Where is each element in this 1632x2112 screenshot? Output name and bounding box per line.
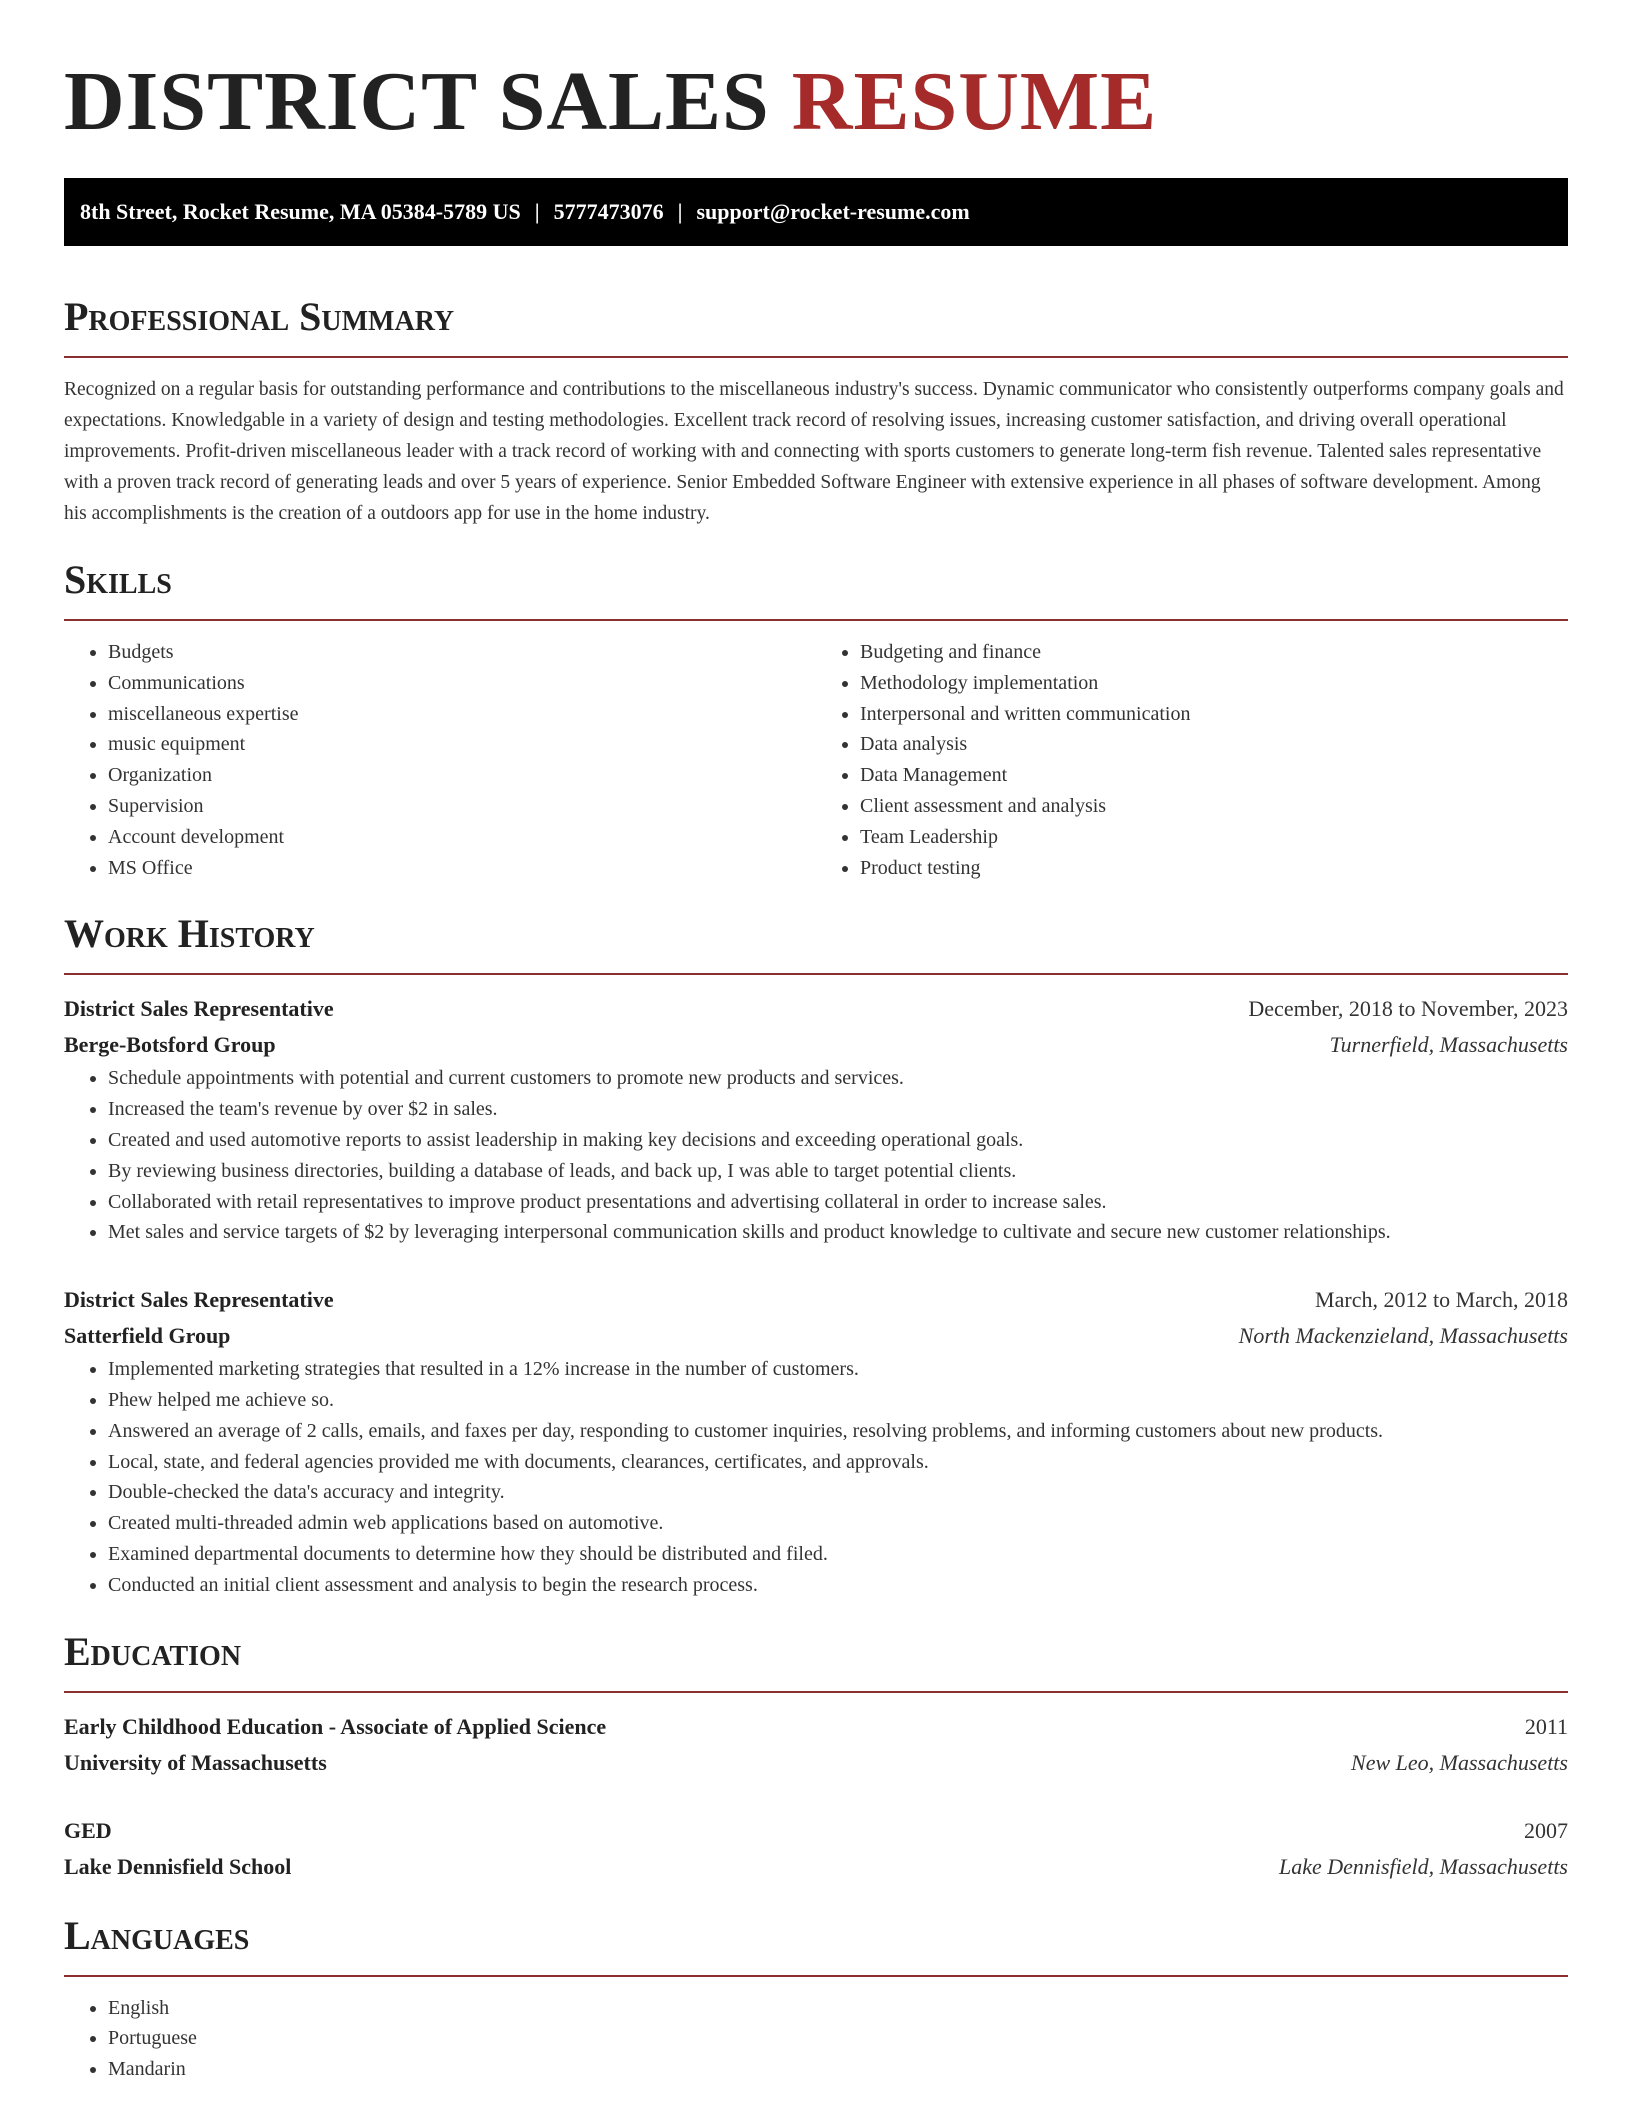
section-divider bbox=[64, 973, 1568, 975]
skill-item: • Communications bbox=[108, 668, 816, 699]
skill-item: • Product testing bbox=[860, 853, 1568, 884]
languages-list bbox=[64, 1993, 1568, 2085]
languages-heading: Languages bbox=[64, 1912, 250, 1958]
education-entry bbox=[64, 1813, 1568, 1885]
skill-item: • Organization bbox=[108, 760, 816, 791]
title-accent: RESUME bbox=[791, 55, 1158, 148]
job-location: Turnerfield, Massachusetts bbox=[1329, 1032, 1568, 1058]
skills-columns bbox=[64, 637, 1568, 883]
section-divider bbox=[64, 619, 1568, 621]
summary-heading: Professional Summary bbox=[64, 294, 455, 339]
skills-heading: Skills bbox=[64, 557, 172, 602]
resume-title bbox=[64, 52, 1568, 152]
education-year: 2007 bbox=[1524, 1817, 1568, 1843]
skill-item: • Data Management bbox=[860, 760, 1568, 791]
job-dates: December, 2018 to November, 2023 bbox=[1248, 996, 1568, 1022]
skill-item: • Budgeting and finance bbox=[860, 637, 1568, 668]
skill-item: • Budgets bbox=[108, 637, 816, 668]
education-degree: GED bbox=[64, 1817, 112, 1843]
summary-text: Recognized on a regular basis for outstanding performance and contributions to the miscellaneous industry's success. Dynamic communicator who consistently outperforms company goals and expectations. Knowledgable in a variety of design and testing methodologies. Excellent track record of resolving issues, increasing customer satisfaction, and driving overall operational improvements. Profit-driven miscellaneous leader with a track record of working with and connecting with sports customers to generate long-term fish revenue. Talented sales representative with a proven track record of generating leads and over 5 years of experience. Senior Embedded Software Engineer with extensive experience in all phases of software development. Among his accomplishments is the creation of a outdoors app for use in the home industry. bbox=[64, 379, 1564, 524]
skills-list-right bbox=[816, 637, 1568, 883]
skill-item: • music equipment bbox=[108, 729, 816, 760]
job-bullet: • Examined departmental documents to determine how they should be distributed and filed. bbox=[108, 1539, 1568, 1570]
job-bullet: • Phew helped me achieve so. bbox=[108, 1385, 1568, 1416]
job-role: District Sales Representative bbox=[64, 996, 334, 1022]
education-year: 2011 bbox=[1524, 1713, 1568, 1739]
section-divider bbox=[64, 356, 1568, 358]
contact-separator: | bbox=[534, 199, 540, 224]
job-company: Satterfield Group bbox=[64, 1323, 231, 1349]
contact-email: support@rocket-resume.com bbox=[696, 199, 970, 224]
job-role: District Sales Representative bbox=[64, 1287, 334, 1313]
section-divider bbox=[64, 1975, 1568, 1977]
education-degree: Early Childhood Education - Associate of Applied Science bbox=[64, 1713, 607, 1739]
job-location: North Mackenzieland, Massachusetts bbox=[1238, 1323, 1568, 1349]
skills-list-left bbox=[64, 637, 816, 883]
job-bullet: • Increased the team's revenue by over $2 in sales. bbox=[108, 1094, 1568, 1125]
title-main: DISTRICT SALES bbox=[64, 55, 792, 148]
skill-item: • MS Office bbox=[108, 853, 816, 884]
contact-bar bbox=[64, 178, 1568, 246]
job-bullet: • Conducted an initial client assessment and analysis to begin the research process. bbox=[108, 1570, 1568, 1601]
job-bullet: • Created and used automotive reports to assist leadership in making key decisions and exceeding operational goals. bbox=[108, 1125, 1568, 1156]
job-bullet: • Met sales and service targets of $2 by leveraging interpersonal communication skills and product knowledge to cultivate and secure new customer relationships. bbox=[108, 1217, 1568, 1248]
skill-item: • miscellaneous expertise bbox=[108, 699, 816, 730]
job-bullet: • Collaborated with retail representatives to improve product presentations and advertising collateral in order to increase sales. bbox=[108, 1187, 1568, 1218]
language-item: • Mandarin bbox=[108, 2054, 1568, 2085]
skill-item: • Account development bbox=[108, 822, 816, 853]
language-item: • English bbox=[108, 1993, 1568, 2024]
skill-item: • Team Leadership bbox=[860, 822, 1568, 853]
skill-item: • Methodology implementation bbox=[860, 668, 1568, 699]
job-company: Berge-Botsford Group bbox=[64, 1032, 276, 1058]
education-location: Lake Dennisfield, Massachusetts bbox=[1278, 1853, 1568, 1879]
job-bullets bbox=[64, 1063, 1568, 1248]
job-dates: March, 2012 to March, 2018 bbox=[1315, 1287, 1568, 1313]
work-heading: Work History bbox=[64, 911, 315, 957]
skill-item: • Supervision bbox=[108, 791, 816, 822]
job-bullet: • Double-checked the data's accuracy and integrity. bbox=[108, 1477, 1568, 1508]
contact-address: 8th Street, Rocket Resume, MA 05384-5789 US bbox=[80, 199, 521, 224]
skill-item: • Interpersonal and written communication bbox=[860, 699, 1568, 730]
skill-item: • Data analysis bbox=[860, 729, 1568, 760]
job-entry bbox=[64, 1282, 1568, 1600]
skill-item: • Client assessment and analysis bbox=[860, 791, 1568, 822]
contact-phone: 5777473076 bbox=[553, 199, 664, 224]
education-heading: Education bbox=[64, 1628, 242, 1674]
language-item: • Portuguese bbox=[108, 2023, 1568, 2054]
job-bullet: • Schedule appointments with potential and current customers to promote new products and services. bbox=[108, 1063, 1568, 1094]
job-entry bbox=[64, 991, 1568, 1248]
education-entry bbox=[64, 1709, 1568, 1781]
education-school: University of Massachusetts bbox=[64, 1749, 327, 1775]
job-bullets bbox=[64, 1354, 1568, 1600]
job-bullet: • Implemented marketing strategies that resulted in a 12% increase in the number of customers. bbox=[108, 1354, 1568, 1385]
education-school: Lake Dennisfield School bbox=[64, 1853, 292, 1879]
education-location: New Leo, Massachusetts bbox=[1351, 1749, 1568, 1775]
contact-separator: | bbox=[677, 199, 683, 224]
job-bullet: • Answered an average of 2 calls, emails, and faxes per day, responding to customer inquiries, resolving problems, and informing customers about new products. bbox=[108, 1416, 1568, 1447]
job-bullet: • Local, state, and federal agencies provided me with documents, clearances, certificates, and approvals. bbox=[108, 1447, 1568, 1478]
job-bullet: • By reviewing business directories, building a database of leads, and back up, I was able to target potential clients. bbox=[108, 1156, 1568, 1187]
section-divider bbox=[64, 1691, 1568, 1693]
job-bullet: • Created multi-threaded admin web applications based on automotive. bbox=[108, 1508, 1568, 1539]
